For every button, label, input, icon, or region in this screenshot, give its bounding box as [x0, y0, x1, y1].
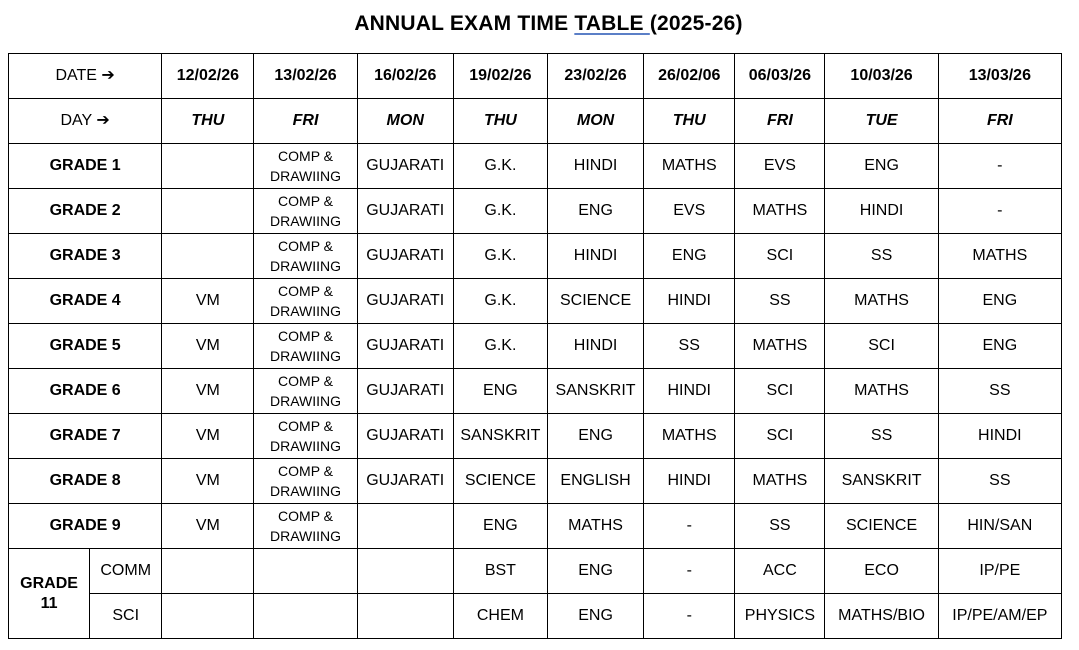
day-cell: THU: [453, 99, 547, 144]
subject-line: DRAWIING: [270, 213, 342, 229]
subject-cell: ACC: [735, 549, 825, 594]
title-underlined: TABLE: [574, 12, 650, 35]
day-cell: TUE: [825, 99, 938, 144]
day-cell: MON: [357, 99, 453, 144]
subject-line: COMP &: [278, 418, 334, 434]
subject-cell: HINDI: [825, 189, 938, 234]
subject-line: COMP &: [278, 508, 334, 524]
subject-cell: HINDI: [547, 234, 643, 279]
subject-cell: MATHS: [644, 144, 735, 189]
page-title: [0, 12, 1079, 36]
subject-cell: MATHS: [735, 324, 825, 369]
subject-cell: EVS: [735, 144, 825, 189]
date-cell: 12/02/26: [162, 54, 254, 99]
grade-11-line: GRADE: [20, 574, 78, 592]
subject-cell: ENG: [547, 549, 643, 594]
grade-label: GRADE 6: [9, 369, 162, 414]
day-cell: FRI: [254, 99, 357, 144]
grade-11-stream-row: [9, 549, 1062, 594]
subject-cell: [254, 504, 357, 549]
subject-cell: [162, 144, 254, 189]
subject-cell: SS: [735, 504, 825, 549]
grade-label: GRADE 3: [9, 234, 162, 279]
subject-cell: GUJARATI: [357, 324, 453, 369]
subject-cell: [254, 324, 357, 369]
grade-row: [9, 414, 1062, 459]
subject-line: DRAWIING: [270, 348, 342, 364]
subject-cell: [162, 234, 254, 279]
subject-cell: [357, 594, 453, 639]
subject-cell: HINDI: [547, 324, 643, 369]
date-cell: 13/03/26: [938, 54, 1061, 99]
subject-cell: ENG: [938, 324, 1061, 369]
stream-label: SCI: [90, 594, 162, 639]
subject-cell: [254, 234, 357, 279]
subject-cell: GUJARATI: [357, 459, 453, 504]
subject-cell: ENG: [547, 189, 643, 234]
day-cell: THU: [162, 99, 254, 144]
day-cell: FRI: [938, 99, 1061, 144]
subject-cell: CHEM: [453, 594, 547, 639]
subject-line: COMP &: [278, 463, 334, 479]
subject-cell: MATHS: [825, 279, 938, 324]
subject-cell: -: [938, 189, 1061, 234]
title-prefix: ANNUAL EXAM TIME: [354, 12, 575, 35]
subject-line: DRAWIING: [270, 438, 342, 454]
subject-cell: [254, 279, 357, 324]
subject-cell: [162, 594, 254, 639]
subject-cell: [162, 189, 254, 234]
subject-cell: GUJARATI: [357, 234, 453, 279]
arrow-right-icon: ➔: [96, 112, 110, 129]
grade-row: [9, 234, 1062, 279]
date-label: DATE: [55, 67, 97, 84]
subject-cell: [254, 459, 357, 504]
subject-cell: HINDI: [938, 414, 1061, 459]
subject-cell: GUJARATI: [357, 414, 453, 459]
subject-cell: -: [644, 594, 735, 639]
subject-line: COMP &: [278, 148, 334, 164]
subject-cell: -: [644, 504, 735, 549]
subject-cell: G.K.: [453, 234, 547, 279]
subject-cell: ENG: [644, 234, 735, 279]
subject-line: COMP &: [278, 283, 334, 299]
subject-cell: GUJARATI: [357, 279, 453, 324]
subject-cell: MATHS: [547, 504, 643, 549]
subject-cell: VM: [162, 414, 254, 459]
subject-cell: PHYSICS: [735, 594, 825, 639]
subject-cell: SANSKRIT: [453, 414, 547, 459]
subject-cell: GUJARATI: [357, 189, 453, 234]
day-row: [9, 99, 1062, 144]
grade-row: [9, 279, 1062, 324]
subject-cell: SCIENCE: [547, 279, 643, 324]
subject-cell: MATHS/BIO: [825, 594, 938, 639]
date-cell: 13/02/26: [254, 54, 357, 99]
grade-label: GRADE 9: [9, 504, 162, 549]
subject-cell: ECO: [825, 549, 938, 594]
subject-cell: G.K.: [453, 144, 547, 189]
subject-cell: SS: [825, 414, 938, 459]
subject-cell: SCIENCE: [825, 504, 938, 549]
subject-cell: -: [644, 549, 735, 594]
subject-line: COMP &: [278, 238, 334, 254]
grade-label: GRADE 2: [9, 189, 162, 234]
date-cell: 26/02/06: [644, 54, 735, 99]
subject-cell: ENG: [453, 504, 547, 549]
grade-row: [9, 189, 1062, 234]
subject-cell: VM: [162, 279, 254, 324]
subject-cell: SANSKRIT: [825, 459, 938, 504]
grade-11-line: 11: [40, 594, 58, 612]
subject-cell: -: [938, 144, 1061, 189]
subject-cell: MATHS: [644, 414, 735, 459]
subject-line: COMP &: [278, 193, 334, 209]
grade-11-label: [9, 549, 90, 639]
subject-cell: GUJARATI: [357, 369, 453, 414]
subject-cell: SCI: [735, 369, 825, 414]
subject-cell: MATHS: [825, 369, 938, 414]
subject-line: DRAWIING: [270, 258, 342, 274]
date-cell: 10/03/26: [825, 54, 938, 99]
subject-line: DRAWIING: [270, 303, 342, 319]
subject-cell: SS: [735, 279, 825, 324]
subject-cell: HINDI: [644, 369, 735, 414]
subject-cell: HINDI: [547, 144, 643, 189]
grade-label: GRADE 4: [9, 279, 162, 324]
grade-row: [9, 369, 1062, 414]
subject-cell: G.K.: [453, 279, 547, 324]
date-row: [9, 54, 1062, 99]
subject-cell: MATHS: [735, 459, 825, 504]
grade-label: GRADE 5: [9, 324, 162, 369]
subject-cell: ENG: [453, 369, 547, 414]
subject-cell: MATHS: [938, 234, 1061, 279]
subject-line: DRAWIING: [270, 393, 342, 409]
subject-line: COMP &: [278, 373, 334, 389]
subject-cell: HIN/SAN: [938, 504, 1061, 549]
subject-cell: IP/PE/AM/EP: [938, 594, 1061, 639]
subject-cell: SS: [825, 234, 938, 279]
subject-cell: [357, 504, 453, 549]
subject-cell: HINDI: [644, 279, 735, 324]
day-cell: MON: [547, 99, 643, 144]
arrow-right-icon: ➔: [101, 67, 115, 84]
subject-cell: [254, 549, 357, 594]
subject-cell: IP/PE: [938, 549, 1061, 594]
subject-cell: EVS: [644, 189, 735, 234]
subject-cell: VM: [162, 369, 254, 414]
exam-timetable: [8, 53, 1062, 639]
day-label: DAY: [60, 112, 92, 129]
grade-label: GRADE 1: [9, 144, 162, 189]
subject-cell: [254, 414, 357, 459]
stream-label: COMM: [90, 549, 162, 594]
date-cell: 06/03/26: [735, 54, 825, 99]
subject-cell: [254, 594, 357, 639]
subject-cell: MATHS: [735, 189, 825, 234]
subject-line: COMP &: [278, 328, 334, 344]
subject-cell: ENG: [547, 414, 643, 459]
subject-line: DRAWIING: [270, 168, 342, 184]
grade-row: [9, 459, 1062, 504]
subject-cell: ENG: [547, 594, 643, 639]
grade-row: [9, 504, 1062, 549]
subject-cell: SCI: [825, 324, 938, 369]
grade-11-stream-row: [9, 594, 1062, 639]
subject-cell: VM: [162, 504, 254, 549]
date-cell: 19/02/26: [453, 54, 547, 99]
subject-cell: [254, 144, 357, 189]
subject-cell: [357, 549, 453, 594]
date-label-cell: [9, 54, 162, 99]
subject-cell: VM: [162, 324, 254, 369]
subject-cell: GUJARATI: [357, 144, 453, 189]
subject-cell: ENGLISH: [547, 459, 643, 504]
grade-label: GRADE 7: [9, 414, 162, 459]
date-cell: 23/02/26: [547, 54, 643, 99]
subject-cell: SS: [644, 324, 735, 369]
grade-label: GRADE 8: [9, 459, 162, 504]
subject-line: DRAWIING: [270, 483, 342, 499]
subject-cell: SANSKRIT: [547, 369, 643, 414]
subject-line: DRAWIING: [270, 528, 342, 544]
subject-cell: ENG: [938, 279, 1061, 324]
timetable-body: [9, 54, 1062, 639]
subject-cell: [254, 369, 357, 414]
subject-cell: BST: [453, 549, 547, 594]
subject-cell: VM: [162, 459, 254, 504]
subject-cell: [254, 189, 357, 234]
day-label-cell: [9, 99, 162, 144]
subject-cell: G.K.: [453, 324, 547, 369]
subject-cell: SCIENCE: [453, 459, 547, 504]
day-cell: FRI: [735, 99, 825, 144]
date-cell: 16/02/26: [357, 54, 453, 99]
subject-cell: SS: [938, 369, 1061, 414]
subject-cell: G.K.: [453, 189, 547, 234]
day-cell: THU: [644, 99, 735, 144]
subject-cell: SCI: [735, 234, 825, 279]
grade-row: [9, 144, 1062, 189]
subject-cell: ENG: [825, 144, 938, 189]
subject-cell: HINDI: [644, 459, 735, 504]
grade-row: [9, 324, 1062, 369]
subject-cell: [162, 549, 254, 594]
title-suffix: (2025-26): [649, 12, 743, 35]
subject-cell: SCI: [735, 414, 825, 459]
subject-cell: SS: [938, 459, 1061, 504]
